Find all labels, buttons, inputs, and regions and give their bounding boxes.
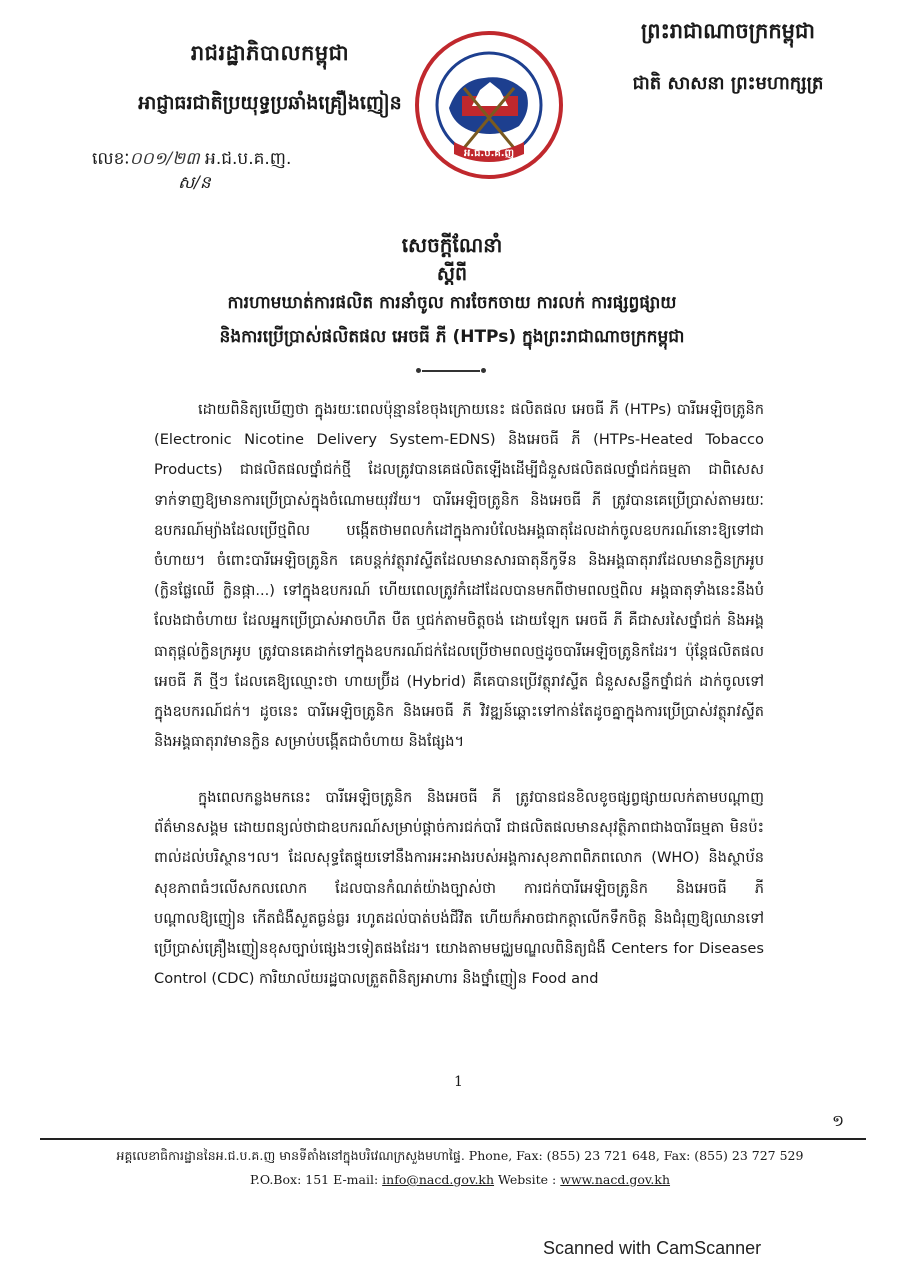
reference-number [92,148,291,173]
ref-suffix: អ.ជ.ប.គ.ញ. [199,149,292,169]
kingdom-header [588,18,868,98]
camscanner-watermark: Scanned with CamScanner [543,1238,762,1258]
ref-prefix: លេខៈ [92,149,130,169]
title-subject-line2: និងការប្រើប្រាស់ផលិតផល អេចធី ភី (HTPs) ក្នុងព្រះរាជាណាចក្រកម្ពុជា [219,327,685,347]
corner-mark: ១ [832,1111,845,1130]
email-link[interactable]: info@nacd.gov.kh [382,1172,495,1187]
website-link[interactable]: www.nacd.gov.kh [560,1172,671,1187]
title-divider [422,370,480,372]
footer-address: អគ្គលេខាធិការដ្ឋាននៃអ.ជ.ប.គ.ញ មានទីតាំងនៅក្នុងបរិវេណក្រសួងមហាផ្ទៃ. Phone, Fax: (855) 23 721 648, Fax: (855) 23 727 529 [116,1148,804,1163]
page-number: 1 [454,1074,463,1090]
logo-text: អ.ជ.ប.គ.ញ [463,148,515,159]
title-subject-line1: ការហាមឃាត់ការផលិត ការនាំចូល ការចែកចាយ ការលក់ ការផ្សព្វផ្សាយ [227,293,677,313]
kingdom-name: ព្រះរាជាណាចក្រកម្ពុជា [640,19,815,43]
title-about: ស្តីពី [436,263,468,285]
authority-name: អាជ្ញាធរជាតិប្រយុទ្ធប្រឆាំងគ្រឿងញៀន [138,92,402,114]
government-name: រាជរដ្ឋាភិបាលកម្ពុជា [190,41,350,65]
document-type: សេចក្តីណែនាំ [401,233,503,257]
footer-contact [90,1172,830,1187]
footer-rule [40,1138,866,1140]
body-paragraph-2: ក្នុងពេលកន្លងមកនេះ បារីអេឡិចត្រូនិក និងអេចធី ភី ត្រូវបានជនខិលខូចផ្សព្វផ្សាយលក់តាមបណ្តាញព័ត៌មានសង្គម ដោយពន្យល់ថាជាឧបករណ៍សម្រាប់ផ្តាច់ការជក់បារី ជាផលិតផលមានសុវត្ថិភាពជាងបារីធម្មតា មិនប៉ះពាល់ដល់បរិស្ថាន។ល។ ដែលសុទ្ធតែផ្ទុយទៅនឹងការអះអាងរបស់អង្គការសុខភាពពិភពលោក (WHO) និងស្ថាប័នសុខភាពធំៗលើសកលលោក ដែលបានកំណត់យ៉ាងច្បាស់ថា ការជក់បារីអេឡិចត្រូនិក និងអេចធី ភី បណ្តាលឱ្យញៀន កើតជំងឺសួតធ្ងន់ធ្ងរ រហូតដល់បាត់បង់ជីវិត ហើយក៏អាចជាកត្តាលើកទឹកចិត្ត និងជំរុញឱ្យឈានទៅប្រើប្រាស់គ្រឿងញៀនខុសច្បាប់ផ្សេងៗទៀតផងដែរ។ យោងតាមមជ្ឈមណ្ឌលពិនិត្យជំងឺ Centers for Diseases Control (CDC) ការិយាល័យរដ្ឋបាលត្រួតពិនិត្យអាហារ និងថ្នាំញៀន Food and [154,789,764,988]
website-label: Website : [494,1172,561,1187]
ref-subscript: ស/ន [178,173,211,193]
footer-pobox: P.O.Box: 151 E-mail: [249,1172,383,1187]
ref-handwritten: ០០១/២៣ [129,149,200,169]
body-paragraph-1: ដោយពិនិត្យឃើញថា ក្នុងរយៈពេលប៉ុន្មានខែចុងក្រោយនេះ ផលិតផល អេចធី ភី (HTPs) បារីអេឡិចត្រូនិក (Electronic Nicotine Delivery System-EDNS) និងអេចធី ភី (HTPs-Heated Tobacco Products) ជាផលិតផលថ្នាំជក់ថ្មី ដែលត្រូវបានគេផលិតឡើងដើម្បីជំនួសផលិតផលថ្នាំជក់ធម្មតា ជាពិសេសទាក់ទាញឱ្យមានការប្រើប្រាស់ក្នុងចំណោមយុវវ័យ។ បារីអេឡិចត្រូនិក និងអេចធី ភី ត្រូវបានគេប្រើប្រាស់តាមរយៈឧបករណ៍ម្យ៉ាងដែលប្រើថ្មពិល បង្កើតថាមពលកំដៅក្នុងការបំលែងអង្គធាតុដែលដាក់ចូលឧបករណ៍នោះឱ្យទៅជាចំហាយ។ ចំពោះបារីអេឡិចត្រូនិក គេបន្តក់វត្ថុរាវស្ទីតដែលមានសារធាតុនីកូទីន និងអង្គធាតុរាវដែលមានក្លិនក្រអូប (ក្លិនផ្លែឈើ ក្លិនផ្កា...) ទៅក្នុងឧបករណ៍ ហើយពេលត្រូវកំដៅដែលបានមកពីថាមពលថ្មពិល អង្គធាតុទាំងនេះនឹងបំលែងជាចំហាយ ដែលអ្នកប្រើប្រាស់អាចហឺត បឺត ឬជក់តាមចិត្តចង់ ដោយឡែក អេចធី ភី គឺជាសរសៃថ្នាំជក់ និងអង្គធាតុផ្តល់ក្លិនក្រអូប ត្រូវបានគេដាក់ទៅក្នុងឧបករណ៍ជក់ដែលប្រើថាមពលថ្មដូចបារីអេឡិចត្រូនិកដែរ។ ប៉ុន្តែផលិតផល អេចធី ភី ថ្មីៗ ដែលគេឱ្យឈ្មោះថា ហាយប្រ៊ីដ (Hybrid) គឺគេបានប្រើវត្ថុរាវស្ទីត ជំនួសសន្លឹកថ្នាំជក់ ដាក់ចូលទៅក្នុងឧបករណ៍ជក់។ ដូចនេះ បារីអេឡិចត្រូនិក និងអេចធី ភី វិវឌ្ឍន៍ឆ្ពោះទៅកាន់តែដូចគ្នាក្នុងការប្រើប្រាស់វត្ថុរាវស្ទីត និងអង្គធាតុរាវមានក្លិន សម្រាប់បង្កើតជាចំហាយ និងផ្សែង។ [154,401,764,751]
national-motto: ជាតិ សាសនា ព្រះមហាក្សត្រ [632,73,824,94]
authority-header [90,40,450,119]
nacd-emblem-logo [414,30,564,180]
